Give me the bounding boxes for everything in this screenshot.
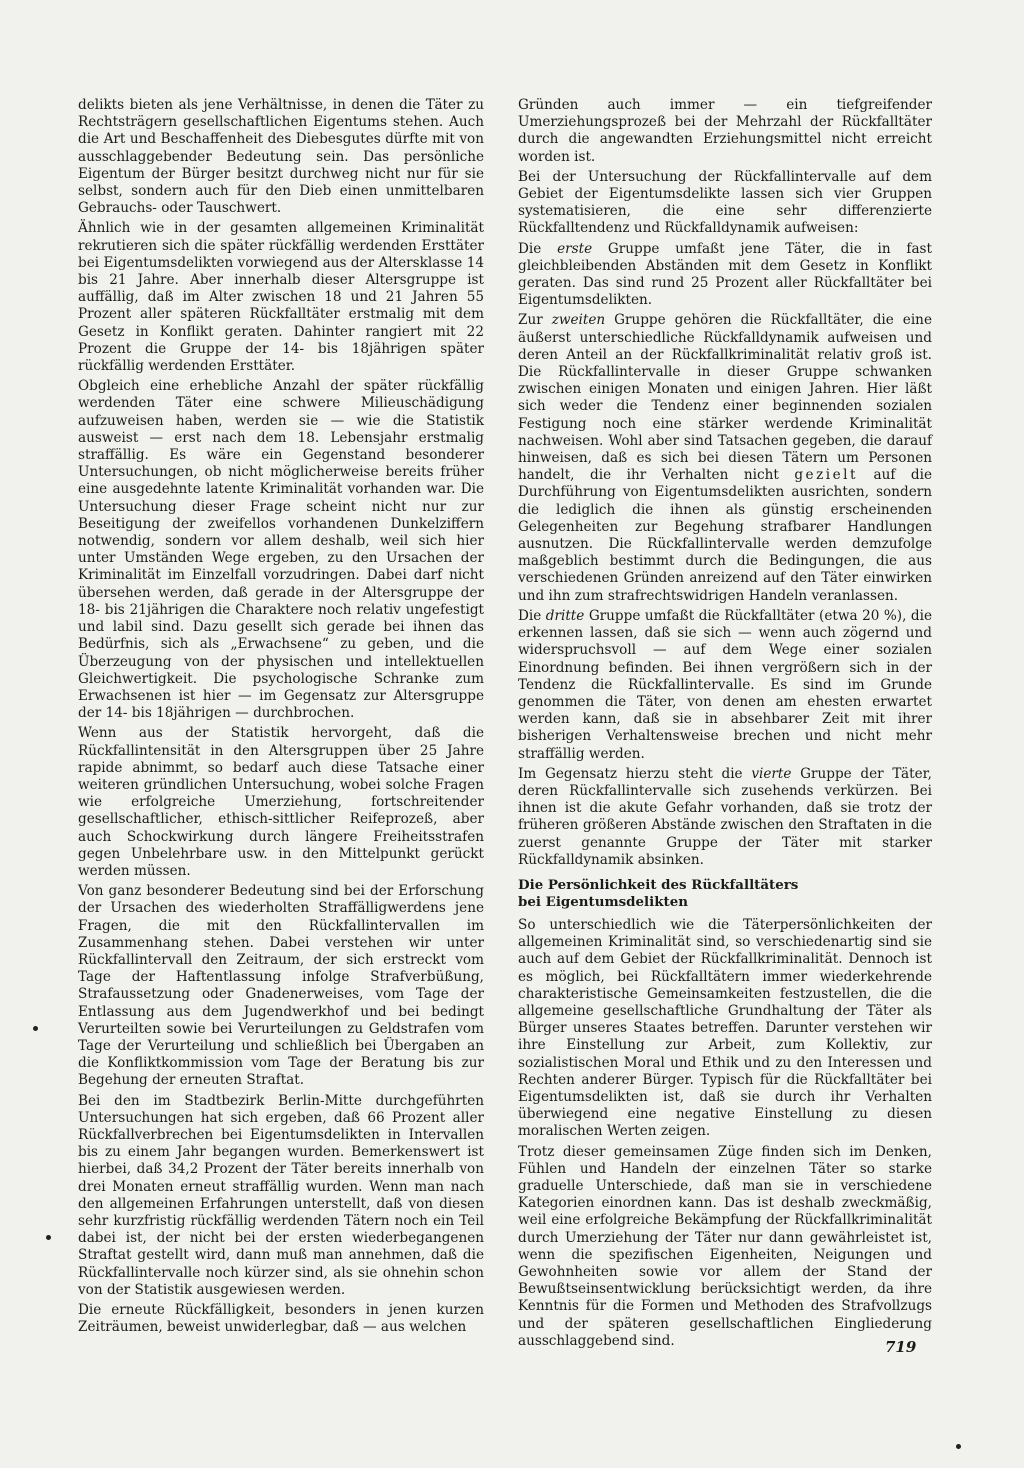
text-run: Gruppe der Täter, deren Rückfallintervalle sich zusehends verkürzen. Bei ihnen ist die akute Gefahr vorhanden, daß sie trotz der früheren größeren Abstände zwischen den Straftaten in die zuerst genannte Gruppe der Täter mit starker Rückfalldynamik absinken. (518, 765, 932, 868)
section-heading (518, 877, 932, 911)
text-run: Im Gegensatz hierzu steht die (518, 765, 752, 782)
margin-mark (956, 1444, 961, 1449)
spaced-emphasis: gezielt (794, 467, 858, 484)
section-heading-line: bei Eigentumsdelikten (518, 893, 688, 910)
text-run: Die (518, 240, 558, 257)
paragraph: Trotz dieser gemeinsamen Züge finden sich im Denken, Fühlen und Handeln der einzelnen Täter so starke graduelle Unterschiede, daß man sie in verschiedene Kategorien einordnen kann. Das ist deshalb zweckmäßig, weil eine erfolgreiche Bekämpfung der Rückfallkriminalität durch Umerziehung der Täter nur dann gewährleistet ist, wenn die spezifischen Eigenheiten, Neigungen und Gewohnheiten sowie vor allem der Stand der Bewußtseinsentwicklung berücksichtigt werden, da ihre Kenntnis für die Formen und Methoden des Strafvollzugs und der späteren gesellschaftlichen Eingliederung ausschlaggebend sind. (518, 1143, 932, 1349)
text-run: Gruppe gehören die Rückfalltäter, die eine äußerst unterschiedliche Rückfalldynamik aufweisen und deren Anteil an der Rückfallkriminalität relativ groß ist. Die Rückfallintervalle in dieser Gruppe schwanken zwischen einigen Monaten und einigen Jahren. Hier läßt sich weder die Tendenz einer beginnenden sozialen Festigung noch eine stärker werdende Kriminalität nachweisen. Wohl aber sind Tatsachen gegeben, die darauf hinweisen, daß es sich bei diesen Tätern um Personen handelt, die ihr Verhalten nicht (518, 312, 932, 484)
right-column (518, 97, 932, 1353)
emphasis: vierte (751, 765, 792, 782)
paragraph: Ähnlich wie in der gesamten allgemeinen Kriminalität rekrutieren sich die später rückfällig werdenden Ersttäter bei Eigentumsdelikten vorwiegend aus der Altersklasse 14 bis 21 Jahre. Aber innerhalb dieser Altersgruppe ist auffällig, daß im Alter zwischen 18 und 21 Jahren 55 Prozent aller späteren Rückfalltäter erstmalig mit dem Gesetz in Konflikt geraten. Dahinter rangiert mit 22 Prozent die Gruppe der 14- bis 18jährigen später rückfällig werdenden Ersttäter. (78, 220, 484, 375)
section-heading-line: Die Persönlichkeit des Rückfalltäters (518, 876, 799, 893)
margin-mark (46, 1235, 51, 1240)
text-run: Gruppe umfaßt die Rückfalltäter (etwa 20 %), die erkennen lassen, daß sie sich — wenn auch zögernd und widerspruchsvoll — auf dem Wege einer sozialen Einordnung befinden. Bei ihnen vergrößern sich in der Tendenz die Rückfallintervalle. Es sind im Grunde genommen die Täter, von denen am ehesten erwartet werden kann, daß sie in absehbarer Zeit mit ihrer bisherigen Verhaltensweise brechen und nicht mehr straffällig werden. (518, 607, 932, 762)
page-number: 719 (885, 1338, 917, 1356)
text-run: Zur (518, 312, 552, 329)
paragraph (518, 312, 932, 604)
paragraph: delikts bieten als jene Verhältnisse, in denen die Täter zu Rechtsträgern gesellschaftlichen Eigentums stehen. Auch die Art und Beschaffenheit des Diebesgutes dürfte mit von ausschlaggebender Bedeutung sein. Das persönliche Eigentum der Bürger besitzt durchweg nicht nur für sie selbst, sondern auch für den Dieb einen unmittelbaren Gebrauchs- oder Tauschwert. (78, 97, 484, 217)
paragraph: Die erneute Rückfälligkeit, besonders in jenen kurzen Zeiträumen, beweist unwiderlegbar, daß — aus welchen (78, 1302, 484, 1336)
paragraph (518, 608, 932, 763)
left-column (78, 97, 484, 1339)
margin-mark (33, 1026, 38, 1031)
paragraph: Gründen auch immer — ein tiefgreifender Umerziehungsprozeß bei der Mehrzahl der Rückfalltäter durch die angewandten Erziehungsmittel nicht erreicht worden ist. (518, 97, 932, 165)
paragraph: Bei der Untersuchung der Rückfallintervalle auf dem Gebiet der Eigentumsdelikte lassen sich vier Gruppen systematisieren, die eine sehr differenzierte Rückfalltendenz und Rückfalldynamik aufweisen: (518, 168, 932, 237)
emphasis: erste (557, 240, 593, 257)
paragraph: So unterschiedlich wie die Täterpersönlichkeiten der allgemeinen Kriminalität sind, so verschiedenartig sind sie auch auf dem Gebiet der Rückfallkriminalität. Dennoch ist es möglich, bei Rückfalltätern immer wiederkehrende charakteristische Gemeinsamkeiten festzustellen, die die allgemeine gesellschaftliche Grundhaltung der Täter als Bürger unseres Staates betreffen. Darunter verstehen wir ihre Einstellung zur Arbeit, zum Kollektiv, zur sozialistischen Moral und Ethik und zu den Interessen und Rechten anderer Bürger. Typisch für die Rückfalltäter bei Eigentumsdelikten ist, daß sie durch ihr Verhalten überwiegend eine negative Einstellung zu diesen moralischen Werten zeigen. (518, 916, 932, 1140)
paragraph (518, 241, 932, 310)
text-run: auf die Durchführung von Eigentumsdelikten ausrichten, sondern die lediglich die ihnen als günstig erscheinenden Gelegenheiten zur Begehung strafbarer Handlungen ausnutzen. Die Rückfallintervalle werden demzufolge maßgeblich bestimmt durch die Bedingungen, die aus verschiedenen Gründen anreizend auf den Täter einwirken und ihn zum strafrechtswidrigen Handeln veranlassen. (518, 467, 932, 604)
paragraph (518, 766, 932, 869)
emphasis: dritte (545, 607, 585, 624)
emphasis: zweiten (551, 312, 606, 329)
text-run: Gruppe umfaßt jene Täter, die in fast gleichbleibenden Abständen mit dem Gesetz in Konflikt geraten. Das sind rund 25 Prozent aller Rückfalltäter bei Eigentumsdelikten. (518, 240, 932, 309)
paragraph: Bei den im Stadtbezirk Berlin-Mitte durchgeführten Untersuchungen hat sich ergeben, daß 66 Prozent aller Rückfallverbrechen bei Eigentumsdelikten in Intervallen bis zu einem Jahr begangen wurden. Bemerkenswert ist hierbei, daß 34,2 Prozent der Täter bereits innerhalb von drei Monaten erneut straffällig wurden. Wenn man nach den allgemeinen Erfahrungen unterstellt, daß von diesen sehr kurzfristig rückfällig werdenden Tätern noch ein Teil dabei ist, der nicht bei der ersten wiederbegangenen Straftat gestellt wird, dann muß man annehmen, daß die Rückfallintervalle noch kürzer sind, als sie ohnehin schon von der Statistik ausgewiesen werden. (78, 1092, 484, 1298)
paragraph: Obgleich eine erhebliche Anzahl der später rückfällig werdenden Täter eine schwere Milieuschädigung aufzuweisen haben, werden sie — wie die Statistik ausweist — erst nach dem 18. Lebensjahr erstmalig straffällig. Es wäre ein Gegenstand besonderer Untersuchungen, ob nicht möglicherweise bereits früher eine ausgedehnte latente Kriminalität vorhanden war. Die Untersuchung dieser Frage scheint nicht nur zur Beseitigung der zweifellos vorhandenen Dunkelziffern notwendig, sondern vor allem deshalb, weil sich hier unter Umständen Wege ergeben, zu den Ursachen der Kriminalität im Einzelfall vorzudringen. Dabei darf nicht übersehen werden, daß gerade in der Altersgruppe der 18- bis 21jährigen die Charaktere noch relativ ungefestigt und labil sind. Dazu gesellt sich gerade bei ihnen das Bedürfnis, sich als „Erwachsene“ zu geben, und die Überzeugung von der physischen und intellektuellen Gleichwertigkeit. Die psychologische Schranke zum Erwachsenen ist hier — im Gegensatz zur Altersgruppe der 14- bis 18jährigen — durchbrochen. (78, 378, 484, 722)
paragraph: Wenn aus der Statistik hervorgeht, daß die Rückfallintensität in den Altersgruppen über 25 Jahre rapide abnimmt, so bedarf auch diese Tatsache einer weiteren gründlichen Untersuchung, wobei solche Fragen wie erfolgreiche Umerziehung, fortschreitender gesellschaftlicher, ethisch-sittlicher Reifeprozeß, aber auch Schockwirkung durch längere Freiheitsstrafen gegen Unbelehrbare usw. in den Mittelpunkt gerückt werden müssen. (78, 725, 484, 879)
paragraph: Von ganz besonderer Bedeutung sind bei der Erforschung der Ursachen des wiederholten Straffälligwerdens jene Fragen, die mit den Rückfallintervallen im Zusammenhang stehen. Dabei verstehen wir unter Rückfallintervall den Zeitraum, der sich erstreckt vom Tage der Haftentlassung infolge Strafverbüßung, Strafaussetzung oder Gnadenerweises, vom Tage der Entlassung aus dem Jugendwerkhof und bei bedingt Verurteilten sowie bei Verurteilungen zu Geldstrafen vom Tage der Verurteilung und schließlich bei Übergaben an die Konfliktkommission vom Tage der Beratung bis zur Begehung der erneuten Straftat. (78, 883, 484, 1089)
text-run: Die (518, 607, 546, 624)
